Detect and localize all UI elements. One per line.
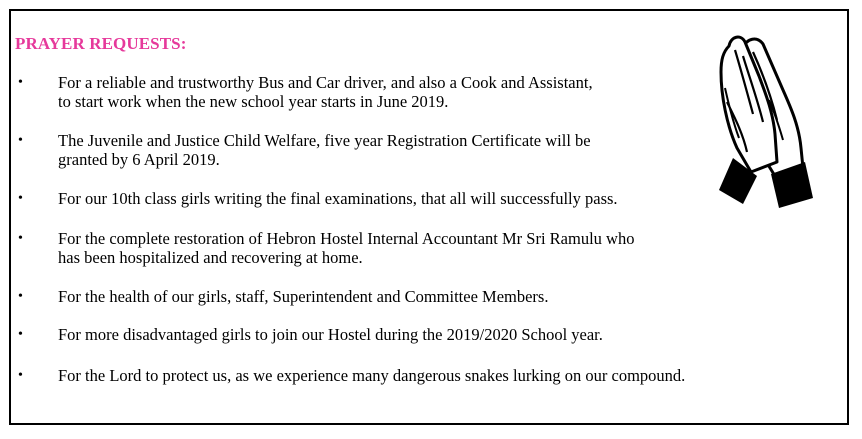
praying-hands-icon bbox=[713, 30, 818, 212]
bullet: • bbox=[18, 368, 23, 383]
bullet: • bbox=[18, 133, 23, 148]
bullet: • bbox=[18, 191, 23, 206]
prayer-requests-heading: PRAYER REQUESTS: bbox=[15, 34, 187, 53]
bullet: • bbox=[18, 231, 23, 246]
list-item-text: For more disadvantaged girls to join our Hostel during the 2019/2020 School year. bbox=[58, 325, 603, 344]
list-item-text: The Juvenile and Justice Child Welfare, five year Registration Certificate will be granted by 6 April 2019. bbox=[58, 131, 591, 169]
bullet: • bbox=[18, 327, 23, 342]
list-item-text: For the complete restoration of Hebron Hostel Internal Accountant Mr Sri Ramulu who has been hospitalized and recovering at home. bbox=[58, 229, 635, 267]
list-item-text: For the Lord to protect us, as we experience many dangerous snakes lurking on our compound. bbox=[58, 366, 686, 385]
bullet: • bbox=[18, 289, 23, 304]
list-item-text: For the health of our girls, staff, Superintendent and Committee Members. bbox=[58, 287, 549, 306]
list-item-text: For our 10th class girls writing the final examinations, that all will successfully pass. bbox=[58, 189, 618, 208]
list-item-text: For a reliable and trustworthy Bus and Car driver, and also a Cook and Assistant, to start work when the new school year starts in June 2019. bbox=[58, 73, 593, 111]
bullet: • bbox=[18, 75, 23, 90]
